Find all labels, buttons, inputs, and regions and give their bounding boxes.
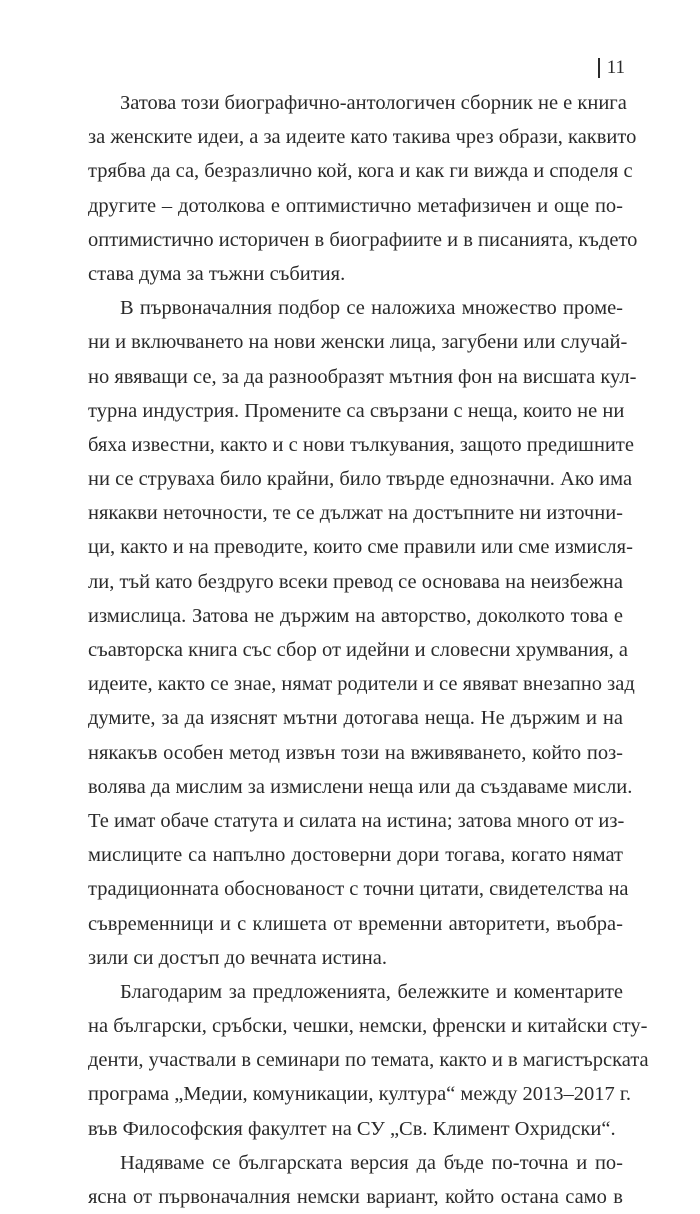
text-line: на български, сръбски, чешки, немски, френски и китайски сту- (88, 1015, 648, 1038)
body-text (88, 86, 649, 1214)
text-line: ни и включването на нови женски лица, загубени или случай- (88, 331, 628, 354)
text-line: измислица. Затова не държим на авторство, доколкото това е (88, 604, 623, 627)
text-line: зили си достъп до вечната истина. (88, 946, 387, 969)
text-line: трябва да са, безразлично кой, кога и как ги вижда и споделя с (88, 160, 633, 183)
text-line: ни се струваха било крайни, било твърде еднозначни. Ако има (88, 468, 633, 491)
text-line: във Философския факултет на СУ „Св. Климент Охридски“. (88, 1117, 616, 1140)
text-line: другите – дотолкова е оптимистично метафизичен и още по- (88, 194, 623, 217)
text-line: традиционната обоснованост с точни цитати, свидетелства на (88, 878, 629, 901)
text-line: денти, участвали в семинари по темата, както и в магистърската (88, 1049, 649, 1072)
text-line: но явяващи се, за да разнообразят мътния фон на висшата кул- (88, 365, 637, 388)
text-line: идеите, както се знае, нямат родители и се явяват внезапно зад (88, 673, 635, 696)
text-line: става дума за тъжни събития. (88, 262, 346, 285)
text-line: В първоначалния подбор се наложиха множество проме- (120, 297, 623, 320)
text-line: мислиците са напълно достоверни дори тогава, когато нямат (88, 844, 623, 867)
text-line: програма „Медии, комуникации, култура“ между 2013–2017 г. (88, 1083, 632, 1106)
text-line: волява да мислим за измислени неща или да създаваме мисли. (88, 775, 633, 798)
text-line: за женските идеи, а за идеите като такива чрез образи, каквито (88, 126, 637, 149)
text-line: оптимистично историчен в биографиите и в писанията, където (88, 228, 638, 251)
text-line: съвременници и с клишета от временни авторитети, въобра- (88, 912, 623, 935)
text-line: бяха известни, както и с нови тълкувания, защото предишните (88, 433, 634, 456)
text-line: Те имат обаче статута и силата на истина; затова много от из- (88, 809, 625, 832)
page-number-divider (598, 58, 600, 78)
page-number: 11 (606, 57, 625, 78)
text-line: ци, както и на преводите, които сме правили или сме измисля- (88, 536, 633, 559)
text-line: ясна от първоначалния немски вариант, който остана само в (88, 1186, 623, 1208)
text-line: турна индустрия. Промените са свързани с неща, които не ни (88, 399, 625, 422)
text-line: думите, за да изяснят мътни дотогава неща. Не държим и на (88, 707, 623, 730)
text-line: ли, тъй като бездруго всеки превод се основава на неизбежна (88, 570, 623, 593)
text-line: Надяваме се българската версия да бъде по-точна и по- (120, 1151, 623, 1174)
text-line: някакви неточности, те се дължат на достъпните ни източни- (88, 502, 623, 525)
text-line: съавторска книга със сбор от идейни и словесни хрумвания, а (88, 639, 629, 661)
page-number-header (598, 56, 625, 80)
text-line: Затова този биографично-антологичен сборник не е книга (120, 92, 627, 114)
text-line: някакъв особен метод извън този на вживяването, който поз- (88, 741, 623, 764)
text-line: Благодарим за предложенията, бележките и коментарите (120, 980, 623, 1003)
